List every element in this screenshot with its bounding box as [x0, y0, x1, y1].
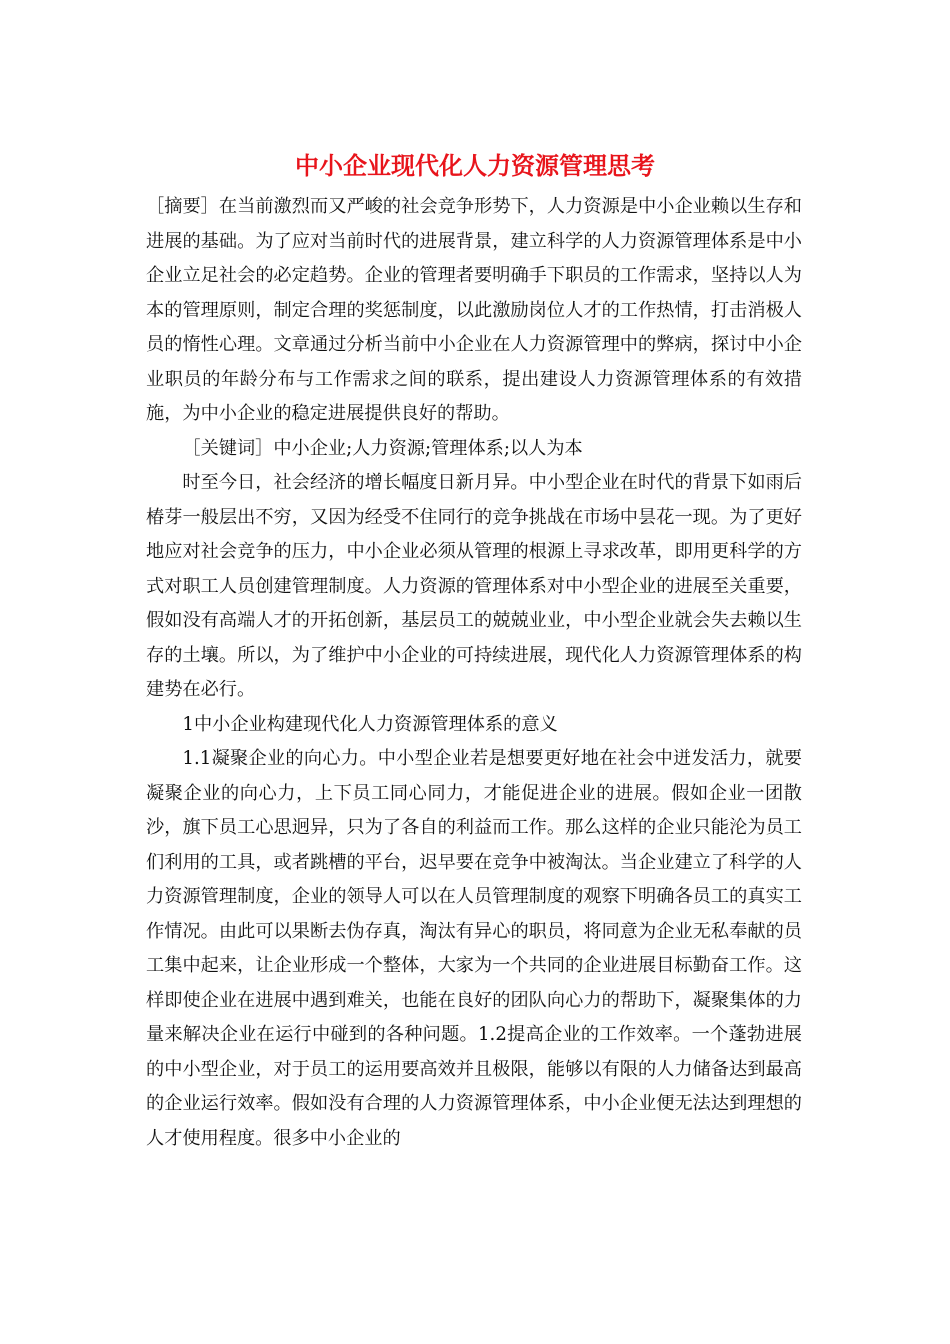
intro-paragraph: 时至今日，社会经济的增长幅度日新月异。中小型企业在时代的背景下如雨后椿芽一般层出不穷，又因为经受不住同行的竞争挑战在市场中昙花一现。为了更好地应对社会竞争的压力，中小企业必须从管理的根源上寻求改革，即用更科学的方式对职工人员创建管理制度。人力资源的管理体系对中小型企业的进展至关重要，假如没有高端人才的开拓创新，基层员工的兢兢业业，中小型企业就会失去赖以生存的土壤。所以，为了维护中小企业的可持续进展，现代化人力资源管理体系的构建势在必行。 — [146, 472, 802, 700]
document-title: 中小企业现代化人力资源管理思考 — [295, 151, 655, 180]
section-1-heading: 1中小企业构建现代化人力资源管理体系的意义 — [182, 713, 558, 735]
keywords-paragraph: ［关键词］中小企业;人力资源;管理体系;以人为本 — [182, 437, 583, 459]
document-body — [146, 190, 802, 1156]
abstract-paragraph: ［摘要］在当前激烈而又严峻的社会竞争形势下，人力资源是中小企业赖以生存和进展的基础。为了应对当前时代的进展背景，建立科学的人力资源管理体系是中小企业立足社会的必定趋势。企业的管理者要明确手下职员的工作需求，坚持以人为本的管理原则，制定合理的奖惩制度，以此激励岗位人才的工作热情，打击消极人员的惰性心理。文章通过分析当前中小企业在人力资源管理中的弊病，探讨中小企业职员的年龄分布与工作需求之间的联系，提出建设人力资源管理体系的有效措施，为中小企业的稳定进展提供良好的帮助。 — [146, 196, 802, 424]
section-1-paragraph: 1.1凝聚企业的向心力。中小型企业若是想要更好地在社会中迸发活力，就要凝聚企业的向心力，上下员工同心同力，才能促进企业的进展。假如企业一团散沙，旗下员工心思迥异，只为了各自的利益而工作。那么这样的企业只能沦为员工们利用的工具，或者跳槽的平台，迟早要在竞争中被淘汰。当企业建立了科学的人力资源管理制度，企业的领导人可以在人员管理制度的观察下明确各员工的真实工作情况。由此可以果断去伪存真，淘汰有异心的职员，将同意为企业无私奉献的员工集中起来，让企业形成一个整体，大家为一个共同的企业进展目标勤奋工作。这样即使企业在进展中遇到难关，也能在良好的团队向心力的帮助下，凝聚集体的力量来解决企业在运行中碰到的各种问题。1.2提高企业的工作效率。一个蓬勃进展的中小型企业，对于员工的运用要高效并且极限，能够以有限的人力储备达到最高的企业运行效率。假如没有合理的人力资源管理体系，中小企业便无法达到理想的人才使用程度。很多中小企业的 — [146, 748, 802, 1149]
